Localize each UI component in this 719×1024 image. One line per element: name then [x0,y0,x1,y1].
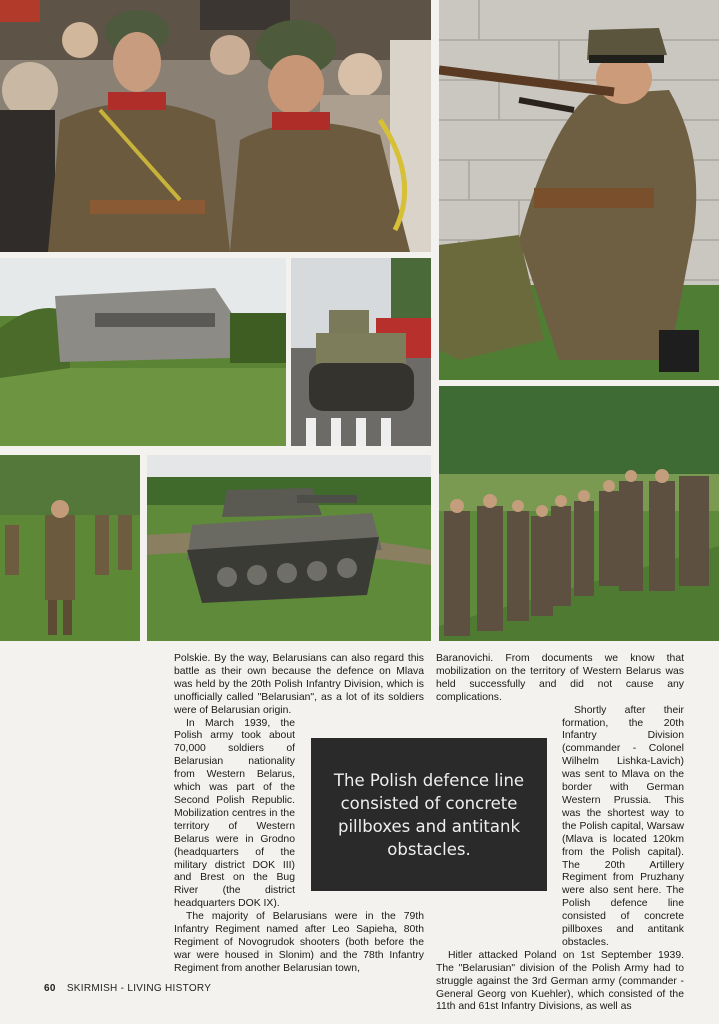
bunker-image [0,258,286,446]
bleed-through-text [44,660,174,960]
rifleman-image [439,0,719,380]
soldiers-crowd-image [0,0,431,252]
photo-bunker [0,258,286,446]
photo-soldier-field [0,455,140,641]
left-paragraph-1: Polskie. By the way, Belarusians can also regard this battle as their own because the defence on Mlava was held by the 20th Polish Infantry Division, which is unofficially called "Belarusian", as a lot of its soldiers were of Belarusian origin. [174,653,424,716]
marching-line-image [439,386,719,641]
page-footer [44,983,211,994]
tankette-image [291,258,431,446]
magazine-name: SKIRMISH - LIVING HISTORY [66,983,212,994]
tank-field-image [147,455,431,641]
right-paragraph-3: Hitler attacked Poland on 1st September 1939. The "Belarusian" division of the Polish Army had to struggle against the 3rd German army (commander - General Georg von Kuehler), which consisted of the 11th and 61st Infantry Divisions, as well as [436,949,684,1013]
photo-tank-field [147,455,431,641]
pull-quote-text: The Polish defence line consisted of concrete pillboxes and antitank obstacles. [333,770,525,859]
photo-tankette [291,258,431,446]
left-paragraph-3: The majority of Belarusians were in the 79th Infantry Regiment named after Leo Sapieha, 80th Regiment of Novogrudok shooters (both before the war were housed in Slonim) and the 78th Infantry Regiment from another Belarusian town, [174,911,424,974]
photo-marching-line [439,386,719,641]
page-number: 60 [44,983,56,994]
right-paragraph-2: Shortly after their formation, the 20th Infantry Division (commander - Colonel Wilhelm Lishka-Lavich) was sent to Mlava on the border with German Western Prussia. This was the shortest way to the Polish capital, Warsaw (Mlava is located 120km from the Polish capital). The 20th Artillery Regiment from Pruzhany were also sent here. The Polish defence line consisted of concrete pillboxes and antitank obstacles. [562,704,684,948]
right-paragraph-1: Baranovichi. From documents we know that mobilization on the territory of Western Belarus was held successfully and did not cause any complications. [436,653,684,703]
photo-soldiers-crowd [0,0,431,252]
pull-quote [311,738,547,891]
photo-rifleman [439,0,719,380]
left-paragraph-2: In March 1939, the Polish army took about 70,000 soldiers of Belarusian nationality from Western Belarus, which was part of the Second Polish Republic. Mobilization centres in the territory of Western Belarus were in Grodno (headquarters of the military district DOK III) and Brest on the Bug River (the district headquarters DOK IX). [174,717,295,910]
soldier-field-image [0,455,140,641]
